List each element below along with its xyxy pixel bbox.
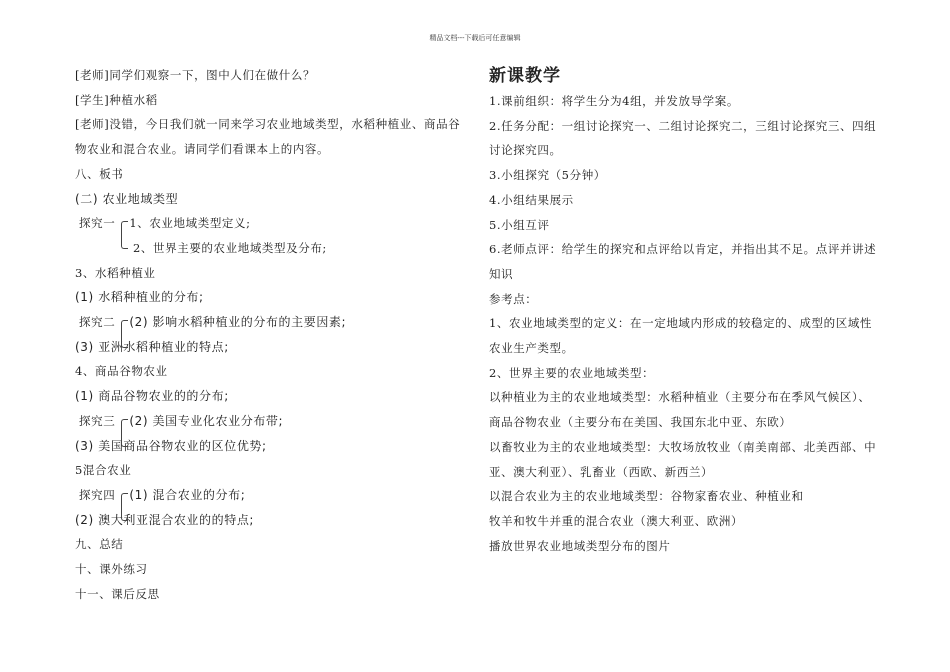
content-line: 4.小组结果展示 [489, 192, 574, 207]
content-line: 3.小组探究（5分钟） [489, 168, 606, 183]
explore-4-label: 探究四 [79, 487, 116, 502]
board-item: (3) 美国商品谷物农业的区位优势; [75, 438, 267, 453]
content-line: 以混合农业为主的农业地域类型：谷物家畜农业、种植业和 [489, 489, 804, 504]
content-line: 参考点： [489, 291, 538, 306]
board-heading: (二) 农业地域类型 [75, 191, 179, 206]
section-heading: 十、课外练习 [75, 562, 148, 577]
board-item: (1) 混合农业的分布; [129, 487, 246, 502]
brace-icon [115, 409, 129, 433]
board-subheading: 5混合农业 [75, 463, 132, 478]
content-line: 以畜牧业为主的农业地域类型：大牧场放牧业（南美南部、北美西部、中 [489, 439, 877, 454]
content-line: 5.小组互评 [489, 217, 550, 232]
dialogue-line: 物农业和混合农业。请同学们看课本上的内容。 [75, 142, 330, 157]
content-line: 1、农业地域类型的定义：在一定地域内形成的较稳定的、成型的区域性 [489, 316, 873, 331]
board-subheading: 3、水稻种植业 [75, 265, 156, 280]
board-item: (1) 商品谷物农业的的分布; [75, 389, 229, 404]
explore-label [75, 409, 475, 434]
content-line: 2、世界主要的农业地域类型： [489, 365, 655, 380]
content-line: 知识 [489, 266, 514, 281]
board-subheading: 4、商品谷物农业 [75, 364, 168, 379]
board-item: 1、农业地域类型定义; [129, 216, 251, 231]
board-item: (3) 亚洲水稻种植业的特点; [75, 339, 229, 354]
content-line: 讨论探究四。 [489, 143, 562, 158]
content-line: 6.老师点评：给学生的探究和点评给以肯定，并指出其不足。点评并讲述 [489, 242, 877, 257]
board-item: (2) 澳大利亚混合农业的的特点; [75, 512, 255, 527]
brace-icon [115, 483, 129, 507]
board-item: (1) 水稻种植业的分布; [75, 290, 204, 305]
brace-icon [115, 310, 129, 334]
dialogue-line: [老师]同学们观察一下，图中人们在做什么？ [75, 68, 316, 82]
section-heading: 九、总结 [75, 537, 124, 552]
dialogue-line: [学生]种植水稻 [75, 92, 158, 107]
explore-label [75, 310, 475, 335]
right-column [489, 63, 889, 558]
section-title: 新课教学 [489, 66, 561, 86]
content-line: 亚、澳大利亚）、乳畜业（西欧、新西兰） [489, 464, 714, 479]
content-line: 1.课前组织：将学生分为4组，并发放导学案。 [489, 94, 739, 108]
dialogue-line: [老师]没错，今日我们就一同来学习农业地域类型，水稻种植业、商品谷 [75, 117, 461, 132]
board-item: (2) 影响水稻种植业的分布的主要因素; [129, 315, 347, 330]
left-column [75, 63, 475, 606]
page-header: 精品文档---下载后可任意编辑 [429, 34, 521, 42]
board-item: (2) 美国专业化农业分布带; [129, 413, 284, 428]
content-line: 以种植业为主的农业地域类型：水稻种植业（主要分布在季风气候区）、 [489, 390, 871, 405]
section-heading: 十一、课后反思 [75, 586, 160, 601]
content-line: 播放世界农业地域类型分布的图片 [489, 538, 671, 553]
explore-3-label: 探究三 [79, 413, 116, 428]
explore-2-label: 探究二 [79, 315, 116, 330]
content-line: 2.任务分配：一组讨论探究一、二组讨论探究二，三组讨论探究三、四组 [489, 118, 877, 133]
section-heading: 八、板书 [75, 166, 124, 181]
board-item: 2、世界主要的农业地域类型及分布; [133, 240, 327, 255]
content-line: 农业生产类型。 [489, 341, 574, 356]
content-line: 牧羊和牧牛并重的混合农业（澳大利亚、欧洲） [489, 513, 744, 528]
content-line: 商品谷物农业（主要分布在美国、我国东北中亚、东欧） [489, 415, 792, 430]
explore-label [75, 483, 475, 508]
explore-label [75, 211, 475, 236]
brace-icon [115, 211, 129, 235]
explore-1-label: 探究一 [79, 216, 116, 231]
